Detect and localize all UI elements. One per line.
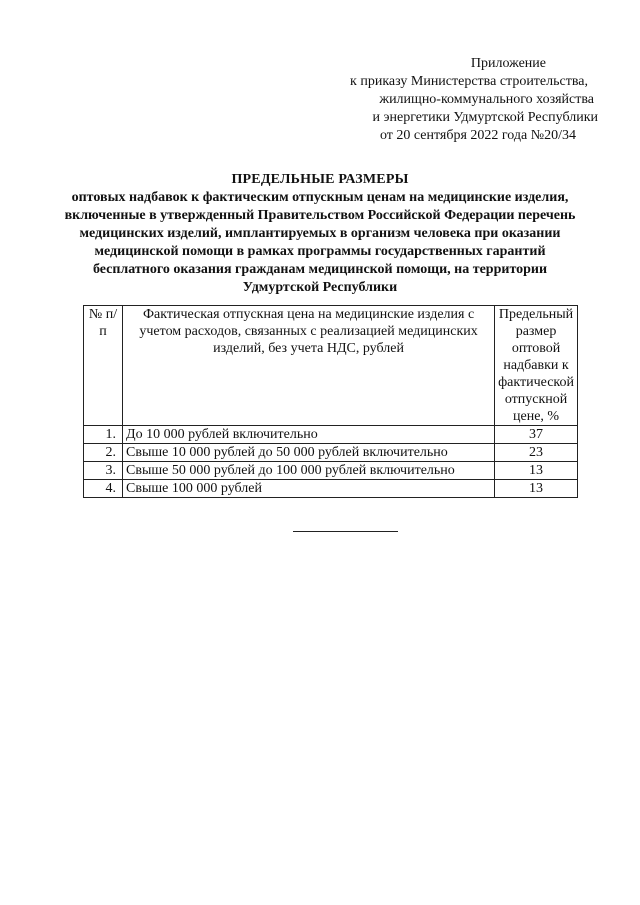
- row-value: 13: [495, 480, 578, 498]
- table-row: [84, 444, 578, 462]
- subtitle-line: медицинской помощи в рамках программы государственных гарантий: [94, 244, 546, 259]
- row-number: 3.: [84, 462, 123, 480]
- header-number: № п/п: [84, 306, 123, 426]
- table-row: [84, 480, 578, 498]
- appendix-order-line: к приказу Министерства строительства,: [350, 74, 588, 89]
- appendix-title: Приложение: [470, 56, 546, 71]
- closing-divider: [293, 531, 398, 532]
- subtitle-line: оптовых надбавок к фактическим отпускным ценам на медицинские изделия,: [71, 190, 569, 205]
- appendix-ministry-line: жилищно-коммунального хозяйства: [379, 92, 594, 107]
- row-description: Свыше 100 000 рублей: [123, 480, 495, 498]
- subtitle-line: бесплатного оказания гражданам медицинской помощи, на территории: [92, 262, 548, 277]
- row-number: 2.: [84, 444, 123, 462]
- header-price-description: Фактическая отпускная цена на медицинские изделия с учетом расходов, связанных с реализацией медицинских изделий, без учета НДС, рублей: [123, 306, 495, 426]
- document-title-block: [0, 171, 640, 297]
- row-value: 13: [495, 462, 578, 480]
- table-header-row: [84, 306, 578, 426]
- document-title: ПРЕДЕЛЬНЫЕ РАЗМЕРЫ: [231, 172, 409, 187]
- row-description: Свыше 50 000 рублей до 100 000 рублей включительно: [123, 462, 495, 480]
- appendix-region-line: и энергетики Удмуртской Республики: [372, 110, 598, 125]
- row-value: 23: [495, 444, 578, 462]
- row-description: Свыше 10 000 рублей до 50 000 рублей включительно: [123, 444, 495, 462]
- row-description: До 10 000 рублей включительно: [123, 426, 495, 444]
- table-row: [84, 462, 578, 480]
- row-value: 37: [495, 426, 578, 444]
- markup-table: [83, 305, 578, 498]
- subtitle-line: включенные в утвержденный Правительством Российской Федерации перечень: [64, 208, 576, 223]
- appendix-date-line: от 20 сентября 2022 года №20/34: [379, 128, 576, 143]
- document-subtitle: [0, 189, 640, 297]
- row-number: 4.: [84, 480, 123, 498]
- subtitle-line: медицинских изделий, имплантируемых в организм человека при оказании: [79, 226, 561, 241]
- appendix-header: [298, 55, 598, 145]
- row-number: 1.: [84, 426, 123, 444]
- subtitle-line: Удмуртской Республики: [242, 280, 398, 295]
- header-markup-percent: Предельный размер оптовой надбавки к фактической отпускной цене, %: [495, 306, 578, 426]
- table-row: [84, 426, 578, 444]
